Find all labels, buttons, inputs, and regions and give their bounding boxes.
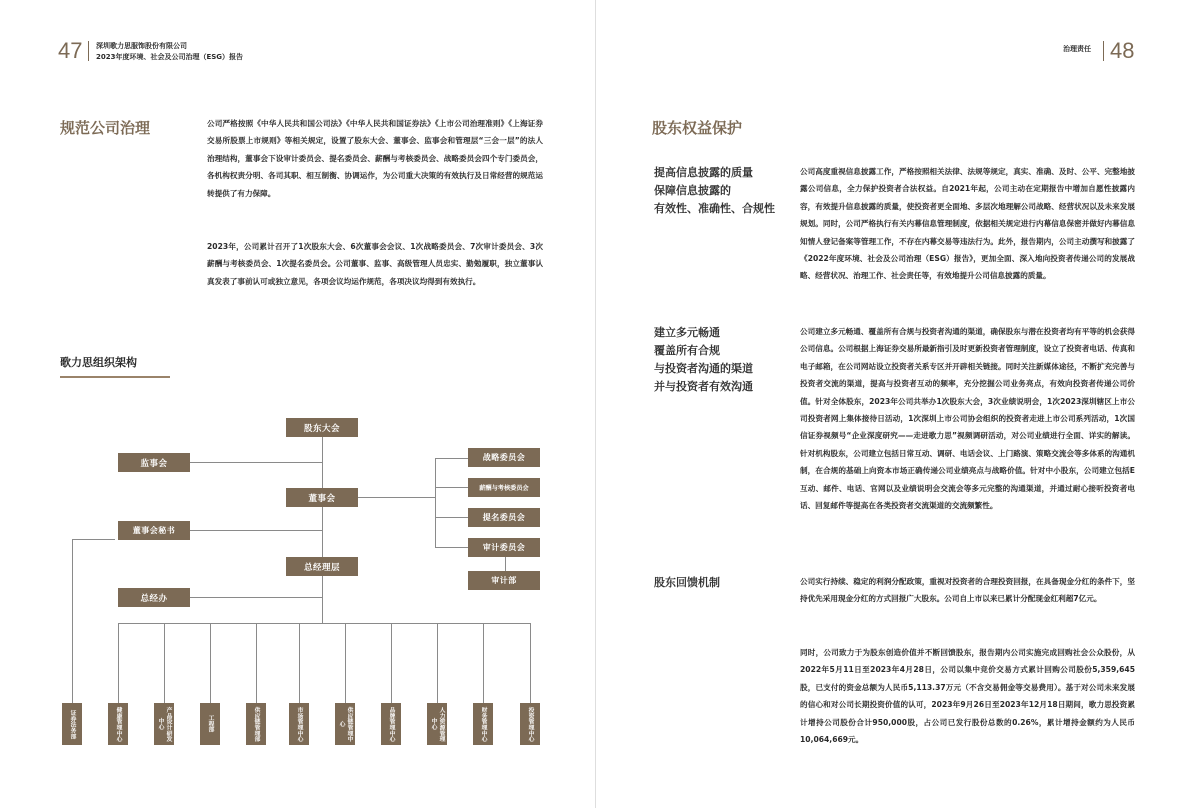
org-dept: 供应链管理中心 bbox=[335, 703, 355, 745]
block-2-title: 建立多元畅通 覆盖所有合规 与投资者沟通的渠道 并与投资者有效沟通 bbox=[654, 326, 753, 393]
block-2-paragraph: 公司建立多元畅通、覆盖所有合规与投资者沟通的渠道，确保股东与潜在投资者均有平等的机会获得公司信息。公司根据上海证券交易所最新指引及时更新投资者管理制度，设立了投资者电话、传真和电子邮箱，在公司网站设立投资者关系专区并开辟相关链接。同时关注新媒体途径，不断扩充完善与投资者交流的渠道，提高与投资者互动的频率，充分挖掘公司业务亮点，有效向投资者传递公司价值。针对全体股东，2023年公司共举办1次股东大会，3次业绩说明会，1次2023深圳辖区上市公司投资者网上集体接待日活动，1次深圳上市公司协会组织的投资者走进上市公司系列活动，1次国信证券视频号“企业深度研究——走进歌力思”视频调研活动，对公司业绩进行全面、详实的解读。针对机构股东，公司建立包括日常互动、调研、电话会议、上门路演、策略交流会等多体系的沟通机制，在合规的基础上向资本市场正确传递公司业绩亮点与战略价值。针对中小股东，公司建立包括E互动、邮件、电话、官网以及业绩说明会交流会等多元完整的沟通渠道，并通过耐心接听投资者电话、回复邮件等提高在各类投资者交流渠道的交流频繁性。 bbox=[800, 327, 1135, 511]
org-committee-audit: 审计委员会 bbox=[468, 538, 540, 557]
org-dept: 财务管理中心 bbox=[473, 703, 493, 745]
org-dept: 证券法务部 bbox=[62, 703, 82, 745]
block-3-title: 股东回馈机制 bbox=[654, 576, 720, 589]
right-page-number: 48 bbox=[1110, 38, 1135, 63]
org-management: 总经理层 bbox=[286, 557, 358, 576]
governance-paragraph-1: 公司严格按照《中华人民共和国公司法》《中华人民共和国证券法》《上市公司治理准则》《上海证券交易所股票上市规则》等相关规定，设置了股东大会、董事会、监事会和管理层“三会一层”的法人治理结构，董事会下设审计委员会、提名委员会、薪酬与考核委员会、战略委员会四个专门委员会，各机构权责分明、各司其职、相互制衡、协调运作，为公司重大决策的有效执行及日常经营的规范运转提供了有力保障。 bbox=[207, 119, 543, 198]
right-page bbox=[596, 0, 1191, 808]
org-chart-title: 歌力思组织架构 bbox=[60, 356, 137, 369]
org-dept: 品牌管理中心 bbox=[381, 703, 401, 745]
governance-paragraph-2: 2023年，公司累计召开了1次股东大会、6次董事会会议、1次战略委员会、7次审计委员会、3次薪酬与考核委员会、1次提名委员会。公司董事、监事、高级管理人员忠实、勤勉履职，独立董事认真发表了事前认可或独立意见，各项会议均运作规范，各项决议均得到有效执行。 bbox=[207, 242, 543, 286]
company-name: 深圳歌力思服饰股份有限公司 bbox=[96, 42, 187, 50]
org-committee-nomination: 提名委员会 bbox=[468, 508, 540, 527]
org-chart-title-underline bbox=[60, 376, 170, 378]
org-board-secretary: 董事会秘书 bbox=[118, 521, 190, 540]
org-dept: 人力资源管理中心 bbox=[427, 703, 447, 745]
org-general-manager-office: 总经办 bbox=[118, 588, 190, 607]
header-divider bbox=[1103, 41, 1104, 61]
org-dept: 市场管理中心 bbox=[289, 703, 309, 745]
org-committee-compensation: 薪酬与考核委员会 bbox=[468, 478, 540, 497]
org-supervisory-board: 监事会 bbox=[118, 453, 190, 472]
block-1-paragraph: 公司高度重视信息披露工作，严格按照相关法律、法规等规定，真实、准确、及时、公平、完整地披露公司信息，全力保护投资者合法权益。自2021年起，公司主动在定期报告中增加自愿性披露内容，有效提升信息披露的质量，使投资者更全面地、多层次地理解公司战略、经营状况以及未来发展规划。同时，公司严格执行有关内幕信息管理制度，依据相关规定进行内幕信息保密并做好内幕信息知情人登记备案等管理工作，不存在内幕交易等违法行为。此外，报告期内，公司主动撰写和披露了《2022年度环境、社会及公司治理（ESG）报告》，更加全面、深入地向投资者传递公司的发展战略、经营状况、治理工作、社会责任等，有效地提升公司信息披露的质量。 bbox=[800, 167, 1135, 281]
block-3-paragraph-2: 同时，公司致力于为股东创造价值并不断回馈股东，报告期内公司实施完成回购社会公众股份，从2022年5月11日至2023年4月28日，公司以集中竞价交易方式累计回购公司股份5,359,645股，已支付的资金总额为人民币5,113.37万元（不含交易佣金等交易费用）。基于对公司未来发展的信心和对公司长期投资价值的认可，2023年9月26日至2023年12月18日期间，歌力思投资累计增持公司股份合计950,000股，占公司已发行股份总数的0.26%，累计增持金额约为人民币10,064,669元。 bbox=[800, 648, 1135, 745]
section-title-shareholder-rights: 股东权益保护 bbox=[652, 119, 743, 137]
block-1-title: 提高信息披露的质量 保障信息披露的 有效性、准确性、合规性 bbox=[654, 166, 775, 215]
block-3-paragraph-1: 公司实行持续、稳定的利润分配政策，重视对投资者的合理投资回报，在具备现金分红的条件下，坚持优先采用现金分红的方式回报广大股东。公司自上市以来已累计分配现金红利超7亿元。 bbox=[800, 577, 1135, 604]
org-dept: 工程部 bbox=[200, 703, 220, 745]
header-section-label: 治理责任 bbox=[1063, 45, 1091, 53]
org-shareholders-meeting: 股东大会 bbox=[286, 418, 358, 437]
org-dept: 投资管理中心 bbox=[520, 703, 540, 745]
org-board: 董事会 bbox=[286, 488, 358, 507]
section-title-governance: 规范公司治理 bbox=[60, 119, 151, 137]
org-dept: 产品设计研发中心 bbox=[154, 703, 174, 745]
left-page-number: 47 bbox=[58, 38, 83, 63]
left-page bbox=[0, 0, 595, 808]
header-divider bbox=[88, 41, 89, 61]
org-dept: 供应链管理部 bbox=[246, 703, 266, 745]
org-audit-department: 审计部 bbox=[468, 571, 540, 590]
org-dept: 健康管理中心 bbox=[108, 703, 128, 745]
org-committee-strategy: 战略委员会 bbox=[468, 448, 540, 467]
report-title: 2023年度环境、社会及公司治理（ESG）报告 bbox=[96, 53, 244, 61]
